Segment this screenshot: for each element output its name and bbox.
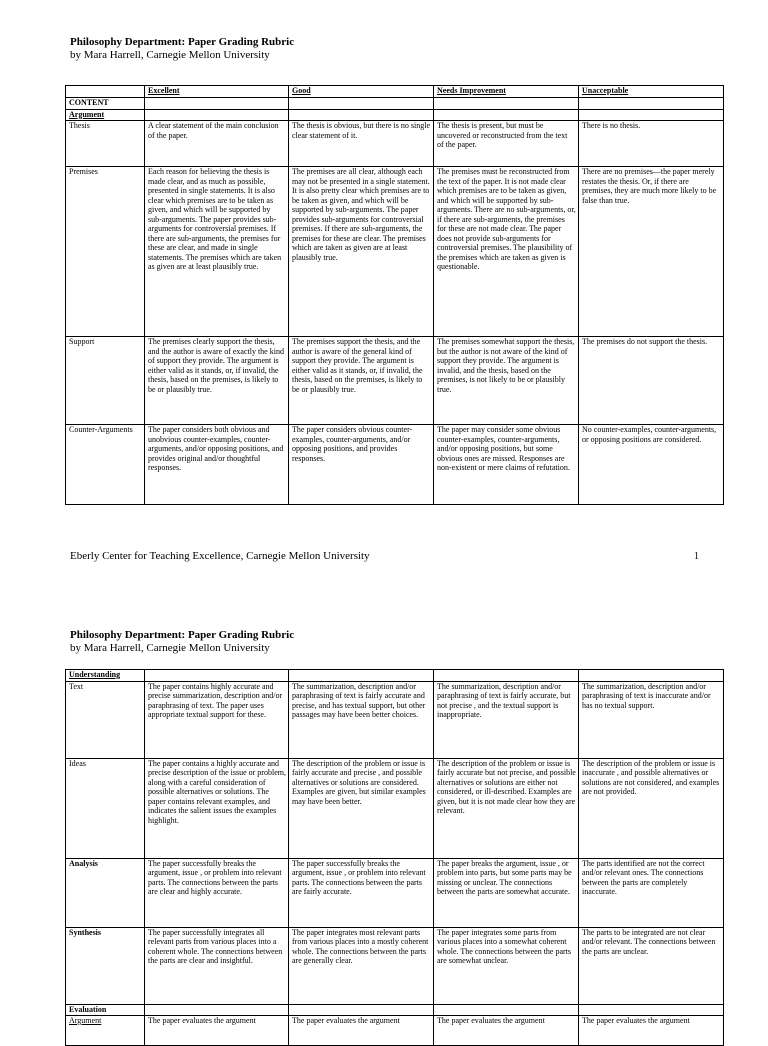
cell-unacceptable: The paper evaluates the argument bbox=[579, 1016, 724, 1046]
table-row bbox=[66, 927, 724, 1004]
empty-cell bbox=[145, 1004, 289, 1016]
empty-cell bbox=[579, 670, 724, 682]
cell-good: The paper integrates most relevant parts from various places into a mostly coherent whole. The connections between the parts are generally clear. bbox=[289, 927, 434, 1004]
cell-unacceptable: The summarization, description and/or paraphrasing of text is inaccurate and/or has no textual support. bbox=[579, 681, 724, 758]
cell-excellent: The premises clearly support the thesis, and the author is aware of exactly the kind of support they provide. The argument is either valid as it stands, or, if invalid, the thesis, based on the premises, is likely to be or plausibly true. bbox=[145, 337, 289, 425]
row-label: Ideas bbox=[66, 758, 145, 858]
cell-unacceptable: There are no premises—the paper merely restates the thesis. Or, if there are premises, they are much more likely to be false than true. bbox=[579, 167, 724, 337]
header-unacceptable: Unacceptable bbox=[579, 86, 724, 98]
section-label-content: CONTENT bbox=[66, 98, 145, 110]
empty-cell bbox=[434, 1004, 579, 1016]
page-author: by Mara Harrell, Carnegie Mellon University bbox=[70, 49, 270, 61]
page-footer: Eberly Center for Teaching Excellence, Carnegie Mellon University bbox=[70, 550, 370, 562]
table-row bbox=[66, 758, 724, 858]
cell-good: The thesis is obvious, but there is no single clear statement of it. bbox=[289, 121, 434, 167]
cell-needs-improvement: The paper integrates some parts from various places into a somewhat coherent whole. The connections between the parts are somewhat unclear. bbox=[434, 927, 579, 1004]
page-title: Philosophy Department: Paper Grading Rubric bbox=[70, 36, 295, 48]
row-label: Counter-Arguments bbox=[66, 425, 145, 505]
cell-excellent: The paper contains a highly accurate and precise description of the issue or problem, along with a careful consideration of possible alternatives or solutions. The paper contains relevant examples, and indicates the salient issues the examples highlight. bbox=[145, 758, 289, 858]
cell-good: The premises support the thesis, and the author is aware of the general kind of support they provide. The argument is either valid as it stands, or, if invalid, the thesis, based on the premises, is likely to be or plausibly true. bbox=[289, 337, 434, 425]
table-row bbox=[66, 1016, 724, 1046]
cell-unacceptable: The description of the problem or issue is inaccurate , and possible alternatives or solutions are not considered, and examples are not provided. bbox=[579, 758, 724, 858]
table-row bbox=[66, 858, 724, 927]
section-label-argument: Argument bbox=[66, 109, 145, 121]
page-author: by Mara Harrell, Carnegie Mellon University bbox=[70, 642, 270, 654]
empty-cell bbox=[579, 1004, 724, 1016]
cell-needs-improvement: The description of the problem or issue is fairly accurate but not precise, and possible alternatives or solutions are either not considered, or ill-described. Examples are given, but it is not made clear how they are relevant. bbox=[434, 758, 579, 858]
row-label: Support bbox=[66, 337, 145, 425]
cell-good: The paper successfully breaks the argument, issue , or problem into relevant parts. The connections between the parts are fairly accurate. bbox=[289, 858, 434, 927]
section-row-understanding bbox=[66, 670, 724, 682]
cell-good: The premises are all clear, although each may not be presented in a single statement. It is also pretty clear which premises are to be taken as given, and which will be supported by sub-arguments. The paper provides sub-arguments for controversial premises. If there are sub-arguments, the premises for these are clear. The premises which are taken as given are at least plausibly true. bbox=[289, 167, 434, 337]
header-excellent: Excellent bbox=[145, 86, 289, 98]
cell-excellent: Each reason for believing the thesis is made clear, and as much as possible, presented in single statements. It is also clear which premises are to be taken as given, and which will be supported by sub-arguments. The paper provides sub-arguments for controversial premises. If there are sub-arguments, the premises for these are clear, and made in single statements. The premises which are taken as given are at least plausibly true. bbox=[145, 167, 289, 337]
cell-excellent: The paper evaluates the argument bbox=[145, 1016, 289, 1046]
header-good: Good bbox=[289, 86, 434, 98]
section-row-evaluation bbox=[66, 1004, 724, 1016]
cell-good: The summarization, description and/or paraphrasing of text is fairly accurate and precise, and has textual support, but other passages may have been better choices. bbox=[289, 681, 434, 758]
section-label-evaluation: Evaluation bbox=[66, 1004, 145, 1016]
page-number: 1 bbox=[694, 551, 699, 562]
cell-needs-improvement: The paper evaluates the argument bbox=[434, 1016, 579, 1046]
rubric-table-skills bbox=[65, 669, 724, 1046]
cell-unacceptable: There is no thesis. bbox=[579, 121, 724, 167]
header-needs-improvement: Needs Improvement bbox=[434, 86, 579, 98]
cell-needs-improvement: The paper breaks the argument, issue , or problem into parts, but some parts may be missing or unclear. The connections between the parts are somewhat accurate. bbox=[434, 858, 579, 927]
cell-needs-improvement: The thesis is present, but must be uncovered or reconstructed from the text of the paper. bbox=[434, 121, 579, 167]
cell-excellent: A clear statement of the main conclusion of the paper. bbox=[145, 121, 289, 167]
table-row bbox=[66, 681, 724, 758]
cell-good: The paper considers obvious counter-examples, counter-arguments, and/or opposing positions, and provides responses. bbox=[289, 425, 434, 505]
empty-cell bbox=[289, 1004, 434, 1016]
cell-unacceptable: The parts identified are not the correct and/or relevant ones. The connections between the parts are completely inaccurate. bbox=[579, 858, 724, 927]
empty-cell bbox=[289, 670, 434, 682]
section-label-understanding: Understanding bbox=[66, 670, 145, 682]
row-label: Premises bbox=[66, 167, 145, 337]
row-label: Synthesis bbox=[66, 927, 145, 1004]
cell-unacceptable: The parts to be integrated are not clear and/or relevant. The connections between the parts are unclear. bbox=[579, 927, 724, 1004]
row-label: Thesis bbox=[66, 121, 145, 167]
cell-needs-improvement: The premises must be reconstructed from the text of the paper. It is not made clear which premises are to be taken as given, and which will be supported by sub-arguments. There are no sub-arguments, or, if there are sub-arguments, the premises for these are not made clear. The paper does not provide sub-arguments for controversial premises. The plausibility of the premises which are taken as given is questionable. bbox=[434, 167, 579, 337]
cell-needs-improvement: The paper may consider some obvious counter-examples, counter-arguments, and/or opposing positions, but some obvious ones are missed. Responses are non-existent or mere claims of refutation. bbox=[434, 425, 579, 505]
cell-needs-improvement: The summarization, description and/or paraphrasing of text is fairly accurate, but not precise , and the textual support is inappropriate. bbox=[434, 681, 579, 758]
cell-unacceptable: No counter-examples, counter-arguments, or opposing positions are considered. bbox=[579, 425, 724, 505]
cell-excellent: The paper successfully breaks the argument, issue , or problem into relevant parts. The connections between the parts are clear and highly accurate. bbox=[145, 858, 289, 927]
row-label: Argument bbox=[66, 1016, 145, 1046]
cell-excellent: The paper contains highly accurate and precise summarization, description and/or paraphrasing of text. The paper uses appropriate textual support for these. bbox=[145, 681, 289, 758]
page-title: Philosophy Department: Paper Grading Rubric bbox=[70, 629, 295, 641]
row-label: Analysis bbox=[66, 858, 145, 927]
cell-excellent: The paper considers both obvious and unobvious counter-examples, counter-arguments, and/or opposing positions, and provides original and/or thoughtful responses. bbox=[145, 425, 289, 505]
cell-unacceptable: The premises do not support the thesis. bbox=[579, 337, 724, 425]
row-label: Text bbox=[66, 681, 145, 758]
cell-good: The paper evaluates the argument bbox=[289, 1016, 434, 1046]
empty-cell bbox=[145, 670, 289, 682]
cell-good: The description of the problem or issue is fairly accurate and precise , and possible alternatives or solutions are considered. Examples are given, but similar examples may have been better. bbox=[289, 758, 434, 858]
cell-excellent: The paper successfully integrates all relevant parts from various places into a coherent whole. The connections between the parts are clear and insightful. bbox=[145, 927, 289, 1004]
empty-cell bbox=[434, 670, 579, 682]
cell-needs-improvement: The premises somewhat support the thesis, but the author is not aware of the kind of support they provide. The argument is invalid, and the thesis, based on the premises, is not likely to be or plausibly true. bbox=[434, 337, 579, 425]
